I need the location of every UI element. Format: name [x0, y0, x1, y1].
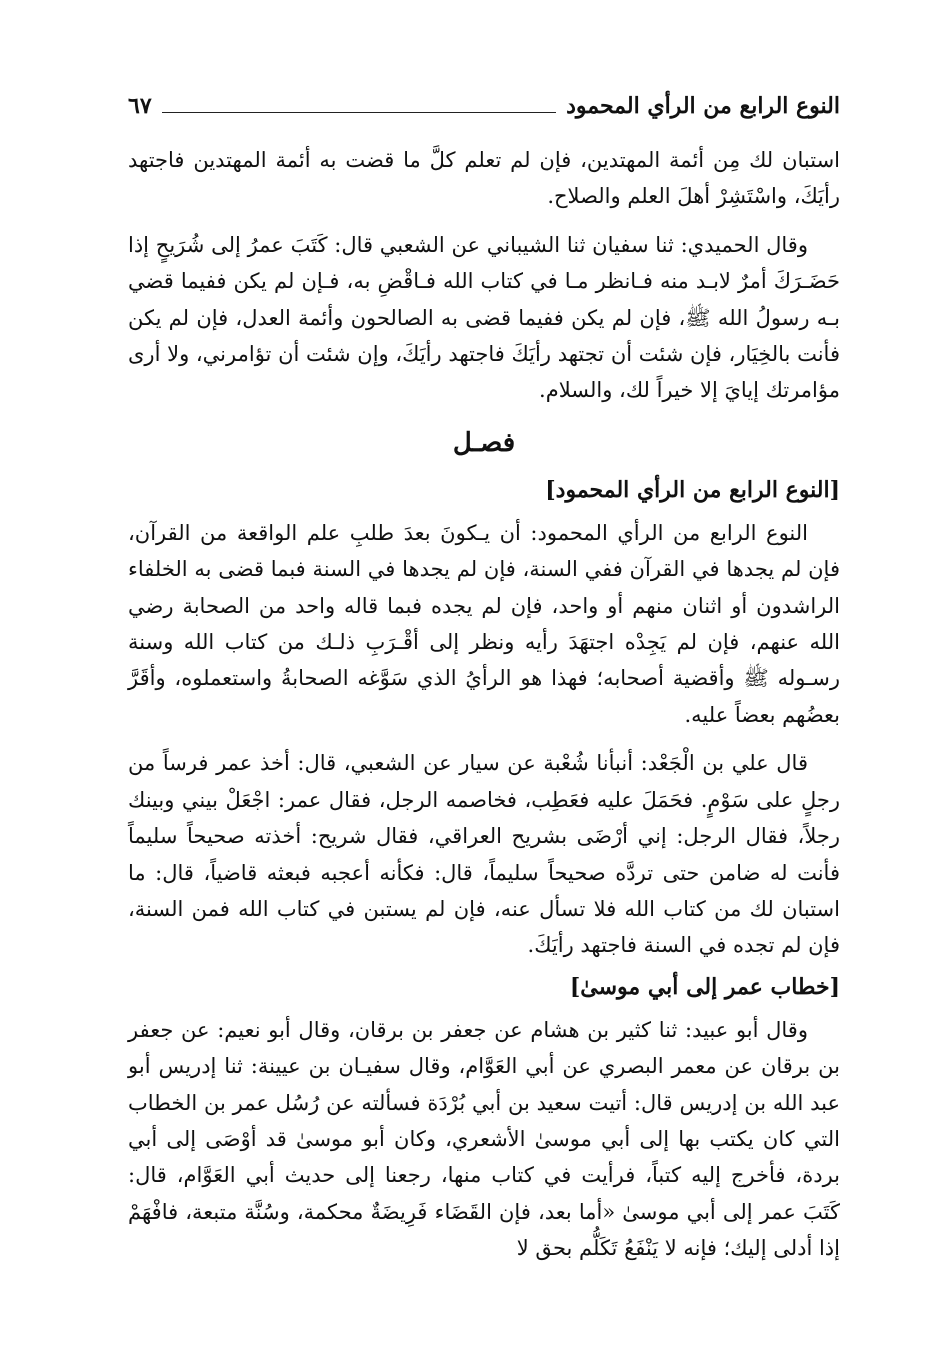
paragraph-abu-ubaid: وقال أبو عبيد: ثنا كثير بن هشام عن جعفر بن برقان، وقال أبو نعيم: عن جعفر بن برقان عن معمر البصري عن أبي العَوَّام، وقال سفيـان بن عيينة: ثنا إدريس أبو عبد الله بن إدريس قال: أتيت سعيد بن أبي بُرْدَة فسألته عن رُسُل عمر بن الخطاب التي كان يكتب بها إلى أبي موسىٰ الأشعري، وكان أبو موسىٰ قد أوْصَى إلى أبي بردة، فأخرج إليه كتباً، فرأيت في كتاب منها، رجعنا إلى حديث أبي العَوَّام، قال: كَتَبَ عمر إلى أبي موسىٰ «أما بعد، فإن القَضَاء فَرِيضَةٌ محكمة، وسُنَّة متبعة، فافْهَمْ إذا أدلى إليك؛ فإنه لا يَنْفَعُ تَكَلُّم بحق لا: [128, 1017, 840, 1261]
section-title: فصـل: [452, 427, 516, 458]
paragraph-ali-ibn-jaad: قال علي بن الْجَعْد: أنبأنا شُعْبة عن سيار عن الشعبي، قال: أخذ عمر فرساً من رجلٍ على سَوْمٍ. فحَمَلَ عليه فعَطِب، فخاصمه الرجل، فقال عمر: اجْعَلْ بيني وبينك رجلاً، فقال الرجل: إني أرْضَى بشريح العراقي، فقال شريح: أخذته صحيحاً سليماً فأنت له ضامن حتى تردَّه صحيحاً سليماً، قال: فكأنه أعجبه فبعثه قاضياً، قال: ما استبان لك من كتاب الله فلا تسأل عنه، فإن لم يستبن في كتاب الله فمن السنة، فإن لم تجده في السنة فاجتهد رأيَكَ.: [128, 751, 840, 958]
running-header: [128, 88, 840, 124]
page-body: [128, 142, 840, 1267]
subheading-umar-letter: [خطاب عمر إلى أبي موسىٰ]: [569, 973, 840, 1000]
paragraph-humaidi: وقال الحميدي: ثنا سفيان ثنا الشيباني عن الشعبي قال: كَتَبَ عمرُ إلى شُرَيحٍ إذا حَضَـرَكَ أمرٌ لابـد منه فـانظر مـا في كتاب الله فـاقْضِ به، فـإن لم يكن ففيما قضي بـه رسولُ الله ﷺ، فإن لم يكن ففيما قضى به الصالحون وأئمة العدل، فإن لم يكن فأنت بالخِيَار، فإن شئت أن تجتهد رأيَكَ فاجتهد رأيَكَ، وإن شئت أن تؤامرني، ولا أرى مؤامرتك إيايَ إلا خيراً لك، والسلام.: [128, 232, 840, 403]
page-number: ٦٧: [128, 93, 152, 119]
running-title: النوع الرابع من الرأي المحمود: [566, 93, 840, 119]
paragraph-gap: [128, 733, 840, 745]
header-rule: [162, 112, 556, 113]
paragraph-gap: [128, 215, 840, 227]
paragraph-continuation: استبان لك مِن أئمة المهتدين، فإن لم تعلم كلَّ ما قضت به أئمة المهتدين فاجتهد رأيَكَ، واسْتَشِرْ أهلَ العلم والصلاح.: [128, 148, 840, 209]
subheading-fourth-type: [النوع الرابع من الرأي المحمود]: [545, 476, 840, 503]
paragraph-fourth-type: النوع الرابع من الرأي المحمود: أن يـكونَ بعدَ طلبِ علم الواقعة من القرآن، فإن لم يجدها في القرآن ففي السنة، فإن لم يجدها في السنة فبما قضى به الخلفاء الراشدون أو اثنان منهم أو واحد، فإن لم يجده فبما قاله واحد من الصحابة رضي الله عنهم، فإن لم يَجِدْه اجتهَدَ رأيه ونظر إلى أقْـرَبِ ذلـك من كتاب الله وسنة رسـوله ﷺ وأقضية أصحابه؛ فهذا هو الرأيُ الذي سَوَّغه الصحابةُ واستعملوه، وأقَرَّ بعضُهم بعضاً عليه.: [128, 520, 840, 727]
